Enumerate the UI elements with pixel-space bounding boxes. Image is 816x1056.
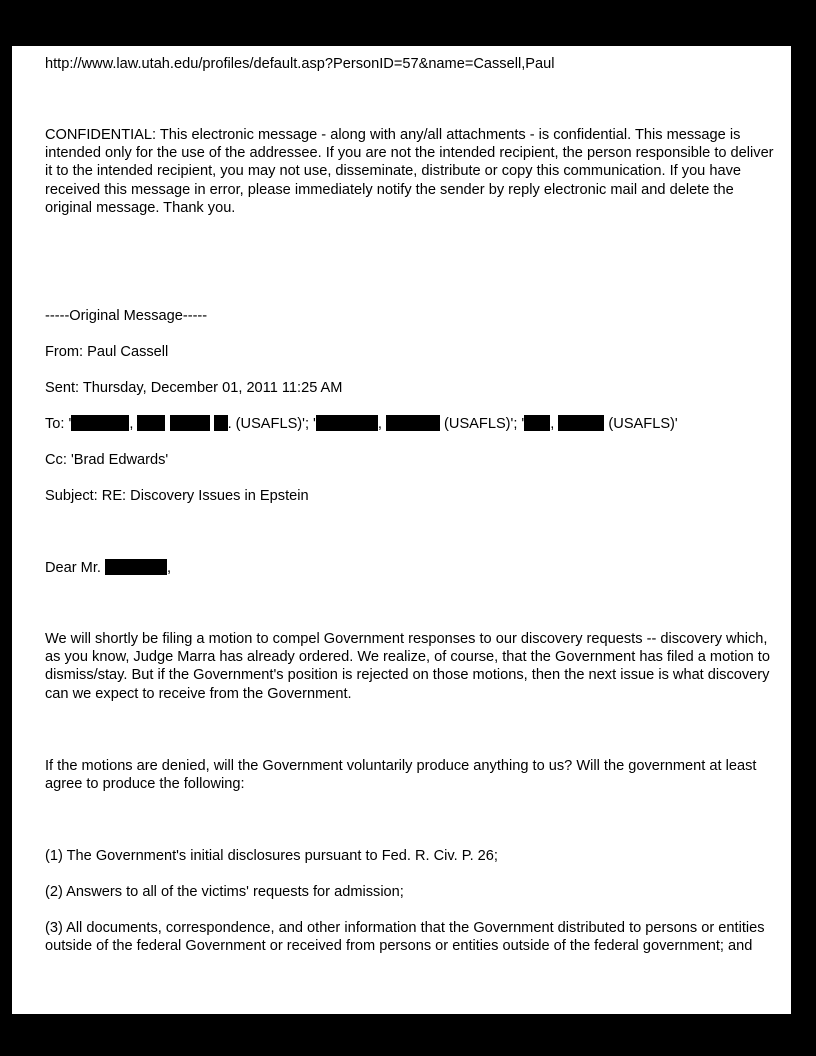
body-paragraph-2: If the motions are denied, will the Government voluntarily produce anything to us? Will the government at least agree to produce the following:: [45, 758, 757, 793]
list-item-1: (1) The Government's initial disclosures pursuant to Fed. R. Civ. P. 26;: [45, 848, 498, 864]
from-line: From: Paul Cassell: [45, 344, 169, 360]
salutation-prefix: Dear Mr.: [45, 560, 101, 576]
redaction-box: [316, 415, 378, 431]
sent-line: Sent: Thursday, December 01, 2011 11:25 AM: [45, 380, 343, 396]
to-recipient-3-suffix: (USAFLS)': [608, 416, 678, 432]
body-paragraph-1: We will shortly be filing a motion to compel Government responses to our discovery requests -- discovery which, as you know, Judge Marra has already ordered. We realize, of course, that the Government has filed a motion to dismiss/stay. But if the Government's position is rejected on those motions, then the next issue is what discovery can we expect to receive from the Government.: [45, 631, 770, 702]
subject-line: Subject: RE: Discovery Issues in Epstein: [45, 488, 309, 504]
list-item-2: (2) Answers to all of the victims' requests for admission;: [45, 884, 404, 900]
redaction-box: [558, 415, 604, 431]
redaction-box: [105, 559, 167, 575]
document-page: [12, 46, 791, 1014]
redaction-box: [170, 415, 210, 431]
to-separator: ,: [377, 416, 382, 432]
redaction-box: [71, 415, 129, 431]
to-recipient-1-suffix: . (USAFLS)'; ': [227, 416, 316, 432]
to-separator: ,: [129, 416, 134, 432]
redaction-box: [137, 415, 165, 431]
to-line: [45, 415, 678, 433]
confidential-notice: CONFIDENTIAL: This electronic message - along with any/all attachments - is confidential. This message is intended only for the use of the addressee. If you are not the intended recipient, the person responsible to deliver it to the intended recipient, you may not use, disseminate, distribute or copy this communication. If you have received this message in error, please immediately notify the sender by reply electronic mail and delete the original message. Thank you.: [45, 127, 774, 216]
original-message-divider: -----Original Message-----: [45, 308, 208, 324]
salutation-comma: ,: [167, 560, 172, 576]
redaction-box: [524, 415, 550, 431]
redaction-box: [386, 415, 440, 431]
to-separator: ,: [550, 416, 555, 432]
list-item-3: (3) All documents, correspondence, and other information that the Government distributed to persons or entities outside of the federal Government or received from persons or entities outside of the federal government; and: [45, 920, 765, 955]
to-prefix: To: ': [45, 416, 72, 432]
salutation: [45, 559, 171, 577]
profile-url: http://www.law.utah.edu/profiles/default.asp?PersonID=57&name=Cassell,Paul: [45, 56, 555, 72]
to-recipient-2-suffix: (USAFLS)'; ': [444, 416, 525, 432]
cc-line: Cc: 'Brad Edwards': [45, 452, 169, 468]
redaction-box: [214, 415, 228, 431]
